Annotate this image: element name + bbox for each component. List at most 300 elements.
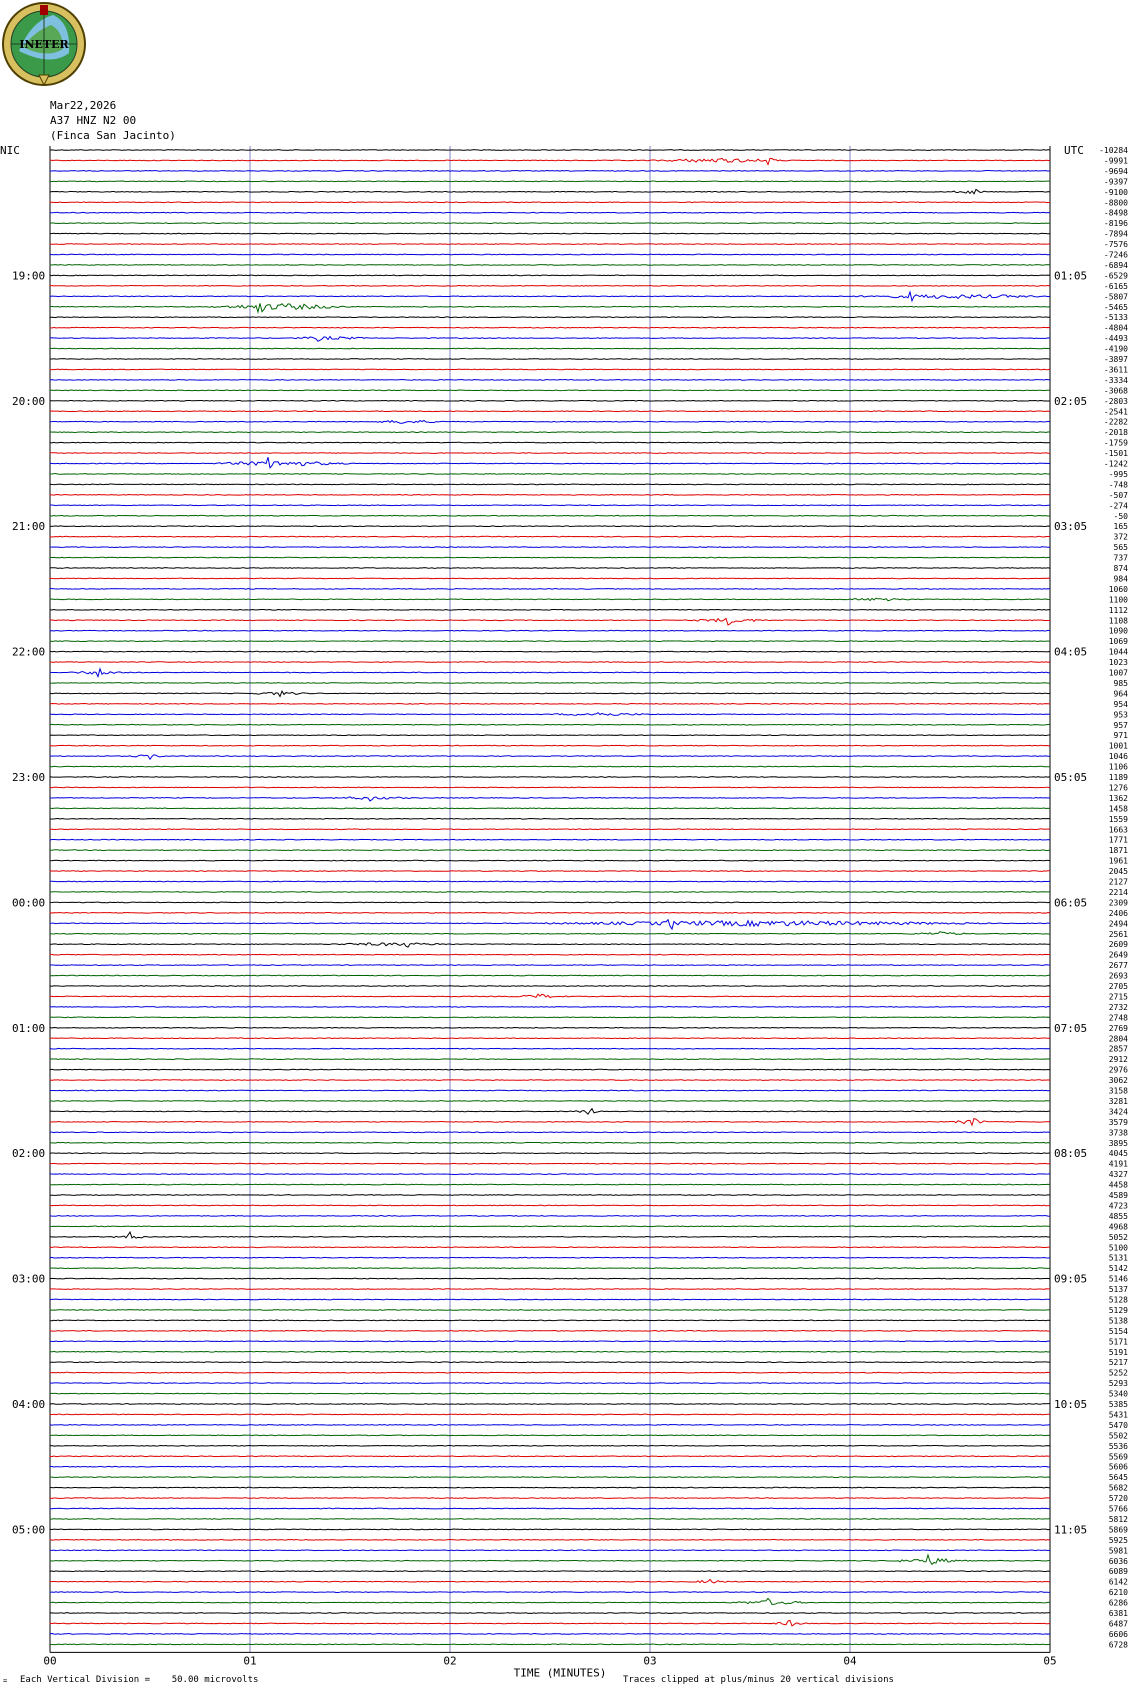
trace-line-54 <box>50 713 1050 716</box>
plot-date: Mar22,2026 <box>50 99 117 112</box>
trace-line-134 <box>50 1550 1050 1551</box>
line-offset-label: -9397 <box>1103 177 1128 187</box>
trace-line-83 <box>50 1017 1050 1018</box>
trace-line-49 <box>50 662 1050 663</box>
line-offset-label: 1458 <box>1108 804 1128 814</box>
line-offset-label: 5925 <box>1108 1535 1128 1545</box>
line-offset-label: 2609 <box>1108 940 1128 950</box>
trace-line-7 <box>50 223 1050 224</box>
right-hour-label: 02:05 <box>1054 394 1088 408</box>
left-hour-label: 01:00 <box>12 1021 46 1035</box>
line-offset-label: 4855 <box>1108 1211 1128 1221</box>
trace-line-18 <box>50 337 1050 342</box>
trace-line-120 <box>50 1404 1050 1405</box>
line-offset-label: -50 <box>1113 511 1128 521</box>
trace-line-100 <box>50 1195 1050 1196</box>
line-offset-label: -4493 <box>1103 334 1128 344</box>
line-offset-label: -507 <box>1108 490 1128 500</box>
trace-line-82 <box>50 1007 1050 1008</box>
line-offset-label: -1242 <box>1103 459 1128 469</box>
left-hour-label: 19:00 <box>12 269 46 283</box>
trace-line-72 <box>50 902 1050 903</box>
trace-line-64 <box>50 818 1050 819</box>
line-offset-label: -8196 <box>1103 219 1128 229</box>
trace-line-22 <box>50 380 1050 381</box>
line-offset-label: -7246 <box>1103 250 1128 260</box>
trace-line-35 <box>50 515 1050 516</box>
trace-line-114 <box>50 1341 1050 1342</box>
trace-line-68 <box>50 860 1050 861</box>
line-offset-label: 3424 <box>1108 1107 1128 1117</box>
trace-line-78 <box>50 965 1050 966</box>
line-offset-label: 2649 <box>1108 950 1128 960</box>
line-offset-label: 2769 <box>1108 1023 1128 1033</box>
right-hour-label: 11:05 <box>1054 1523 1088 1537</box>
trace-line-56 <box>50 735 1050 736</box>
line-offset-label: 2561 <box>1108 929 1128 939</box>
line-offset-label: -10284 <box>1099 146 1128 155</box>
trace-line-126 <box>50 1466 1050 1467</box>
line-offset-label: -3897 <box>1103 355 1128 364</box>
line-offset-label: 2127 <box>1108 877 1128 887</box>
line-offset-label: 4589 <box>1108 1191 1128 1200</box>
trace-line-52 <box>50 691 1050 696</box>
trace-line-53 <box>50 704 1050 705</box>
trace-line-10 <box>50 254 1050 255</box>
trace-line-27 <box>50 432 1050 433</box>
trace-line-66 <box>50 839 1050 840</box>
line-offset-label: 1871 <box>1108 846 1128 856</box>
line-offset-label: 5100 <box>1108 1243 1128 1253</box>
line-offset-label: -274 <box>1108 501 1128 511</box>
line-offset-label: 5645 <box>1108 1473 1128 1483</box>
x-tick-label: 03 <box>643 1654 657 1668</box>
left-hour-label: 22:00 <box>12 645 46 659</box>
line-offset-label: 1961 <box>1108 856 1128 866</box>
trace-line-143 <box>50 1644 1050 1645</box>
trace-line-139 <box>50 1598 1050 1604</box>
line-offset-label: 5385 <box>1108 1400 1128 1409</box>
trace-line-109 <box>50 1289 1050 1290</box>
trace-line-137 <box>50 1579 1050 1583</box>
trace-line-11 <box>50 265 1050 266</box>
trace-line-113 <box>50 1331 1050 1332</box>
trace-line-142 <box>50 1634 1050 1635</box>
trace-line-110 <box>50 1299 1050 1300</box>
line-offset-label: 5502 <box>1108 1431 1128 1441</box>
line-offset-label: 6286 <box>1108 1598 1128 1608</box>
left-timezone-label: NIC <box>0 144 20 157</box>
line-offset-label: 5052 <box>1108 1232 1128 1242</box>
trace-line-89 <box>50 1080 1050 1081</box>
trace-line-46 <box>50 630 1050 631</box>
trace-line-28 <box>50 442 1050 443</box>
trace-line-101 <box>50 1205 1050 1206</box>
line-offset-label: 3158 <box>1108 1086 1128 1096</box>
trace-line-23 <box>50 390 1050 391</box>
line-offset-label: 2494 <box>1108 919 1128 929</box>
trace-line-106 <box>50 1257 1050 1258</box>
line-offset-label: 5981 <box>1108 1546 1128 1556</box>
line-offset-label: 6487 <box>1108 1619 1128 1629</box>
line-offset-label: 5252 <box>1108 1368 1128 1378</box>
line-offset-label: 1362 <box>1108 793 1128 803</box>
trace-line-60 <box>50 777 1050 778</box>
trace-line-124 <box>50 1445 1050 1446</box>
line-offset-label: -9991 <box>1103 156 1128 166</box>
line-offset-label: -9694 <box>1103 166 1128 176</box>
trace-line-80 <box>50 986 1050 987</box>
line-offset-label: 1106 <box>1108 762 1128 772</box>
trace-line-125 <box>50 1456 1050 1457</box>
line-offset-label: 964 <box>1113 689 1128 699</box>
trace-line-85 <box>50 1038 1050 1039</box>
trace-line-2 <box>50 171 1050 172</box>
line-offset-label: 2715 <box>1108 992 1128 1002</box>
trace-line-26 <box>50 420 1050 423</box>
trace-line-81 <box>50 994 1050 997</box>
trace-line-59 <box>50 766 1050 767</box>
line-offset-label: 5137 <box>1108 1285 1128 1295</box>
trace-line-63 <box>50 808 1050 809</box>
trace-line-45 <box>50 618 1050 624</box>
ineter-logo-icon <box>1 1 87 87</box>
line-offset-label: 1559 <box>1108 814 1128 824</box>
trace-line-84 <box>50 1027 1050 1028</box>
trace-line-20 <box>50 359 1050 360</box>
line-offset-label: 2705 <box>1108 982 1128 991</box>
left-hour-label: 23:00 <box>12 771 46 784</box>
clip-note: Traces clipped at plus/minus 20 vertical divisions <box>623 1675 894 1685</box>
right-hour-label: 10:05 <box>1054 1398 1088 1411</box>
line-offset-label: -5133 <box>1103 313 1128 323</box>
line-offset-label: 3281 <box>1108 1096 1128 1106</box>
line-offset-label: 1090 <box>1108 626 1128 636</box>
line-offset-label: 4045 <box>1108 1149 1128 1159</box>
line-offset-label: 4191 <box>1108 1159 1128 1169</box>
line-offset-label: 2309 <box>1108 898 1128 908</box>
line-offset-label: 971 <box>1113 731 1128 741</box>
line-offset-label: 5293 <box>1108 1379 1128 1389</box>
station-site: (Finca San Jacinto) <box>50 129 176 142</box>
trace-line-117 <box>50 1372 1050 1373</box>
line-offset-label: 5171 <box>1108 1337 1128 1347</box>
trace-line-116 <box>50 1362 1050 1363</box>
line-offset-label: 5766 <box>1108 1504 1128 1514</box>
trace-line-37 <box>50 536 1050 537</box>
line-offset-label: 1046 <box>1108 752 1128 762</box>
line-offset-label: -2018 <box>1103 428 1128 438</box>
line-offset-label: 5569 <box>1108 1452 1128 1462</box>
trace-line-92 <box>50 1109 1050 1114</box>
line-offset-label: 5869 <box>1108 1525 1128 1535</box>
line-offset-label: -3068 <box>1103 386 1128 396</box>
trace-line-104 <box>50 1232 1050 1238</box>
line-offset-label: 953 <box>1113 710 1128 720</box>
line-offset-label: -3611 <box>1103 365 1128 375</box>
line-offset-label: 165 <box>1113 522 1128 532</box>
left-hour-label: 21:00 <box>12 520 46 534</box>
line-offset-label: 4327 <box>1108 1170 1128 1180</box>
line-offset-label: 372 <box>1113 532 1128 542</box>
line-offset-label: 2857 <box>1108 1044 1128 1054</box>
trace-line-73 <box>50 913 1050 914</box>
trace-line-103 <box>50 1226 1050 1227</box>
trace-line-130 <box>50 1508 1050 1509</box>
line-offset-label: 5138 <box>1108 1316 1128 1326</box>
trace-line-57 <box>50 745 1050 746</box>
trace-line-77 <box>50 954 1050 955</box>
x-tick-label: 00 <box>43 1654 57 1668</box>
trace-line-128 <box>50 1487 1050 1488</box>
trace-line-136 <box>50 1571 1050 1572</box>
trace-line-91 <box>50 1101 1050 1102</box>
trace-line-93 <box>50 1119 1050 1126</box>
trace-line-127 <box>50 1477 1050 1478</box>
right-hour-label: 09:05 <box>1054 1272 1088 1286</box>
line-offset-label: -2282 <box>1103 417 1128 427</box>
line-offset-label: 957 <box>1113 720 1128 730</box>
line-offset-label: 6606 <box>1108 1629 1128 1639</box>
line-offset-label: 5536 <box>1108 1441 1128 1451</box>
trace-line-133 <box>50 1540 1050 1541</box>
line-offset-label: 1771 <box>1108 835 1128 845</box>
trace-line-86 <box>50 1048 1050 1049</box>
line-offset-label: -2803 <box>1103 396 1128 406</box>
line-offset-label: -9100 <box>1103 187 1128 197</box>
trace-line-41 <box>50 578 1050 579</box>
line-offset-label: 1044 <box>1108 647 1128 657</box>
line-offset-label: 6089 <box>1108 1567 1128 1577</box>
line-offset-label: -5807 <box>1103 292 1128 302</box>
left-hour-label: 04:00 <box>12 1398 46 1411</box>
line-offset-label: 5431 <box>1108 1410 1128 1420</box>
line-offset-label: 984 <box>1113 574 1128 584</box>
line-offset-label: 5191 <box>1108 1347 1128 1357</box>
trace-line-29 <box>50 453 1050 454</box>
line-offset-label: 1108 <box>1108 616 1128 626</box>
line-offset-label: 1023 <box>1108 658 1128 668</box>
line-offset-label: 1069 <box>1108 637 1128 647</box>
trace-line-12 <box>50 275 1050 276</box>
trace-line-40 <box>50 568 1050 569</box>
trace-line-33 <box>50 495 1050 496</box>
trace-line-21 <box>50 369 1050 370</box>
line-offset-label: 2677 <box>1108 961 1128 971</box>
trace-line-70 <box>50 881 1050 882</box>
line-offset-label: 6210 <box>1108 1588 1128 1598</box>
line-offset-label: 6142 <box>1108 1577 1128 1587</box>
trace-line-5 <box>50 202 1050 203</box>
line-offset-label: -4190 <box>1103 344 1128 354</box>
trace-line-9 <box>50 244 1050 245</box>
trace-line-42 <box>50 589 1050 590</box>
line-offset-label: -6165 <box>1103 281 1128 291</box>
trace-line-15 <box>50 303 1050 312</box>
trace-line-87 <box>50 1059 1050 1060</box>
trace-line-55 <box>50 724 1050 725</box>
line-offset-label: 1060 <box>1108 584 1128 594</box>
trace-line-19 <box>50 348 1050 349</box>
trace-line-38 <box>50 547 1050 548</box>
trace-line-102 <box>50 1216 1050 1217</box>
trace-line-36 <box>50 526 1050 527</box>
trace-line-14 <box>50 292 1050 301</box>
line-offset-label: -5465 <box>1103 302 1128 312</box>
trace-line-96 <box>50 1153 1050 1154</box>
trace-line-112 <box>50 1320 1050 1321</box>
line-offset-label: 5154 <box>1108 1326 1128 1336</box>
trace-line-50 <box>50 669 1050 677</box>
line-offset-label: 5682 <box>1108 1483 1128 1493</box>
trace-line-47 <box>50 641 1050 642</box>
trace-line-31 <box>50 474 1050 475</box>
trace-line-43 <box>50 598 1050 600</box>
trace-line-67 <box>50 850 1050 851</box>
trace-line-24 <box>50 400 1050 401</box>
trace-line-119 <box>50 1393 1050 1394</box>
line-offset-label: 2214 <box>1108 887 1128 897</box>
line-offset-label: -4804 <box>1103 323 1128 333</box>
trace-line-44 <box>50 609 1050 610</box>
trace-line-74 <box>50 920 1050 929</box>
trace-line-97 <box>50 1163 1050 1164</box>
line-offset-label: -6529 <box>1103 271 1128 281</box>
trace-line-13 <box>50 286 1050 287</box>
trace-line-32 <box>50 484 1050 485</box>
line-offset-label: -2541 <box>1103 407 1128 417</box>
trace-line-48 <box>50 651 1050 652</box>
trace-line-69 <box>50 871 1050 872</box>
line-offset-label: 4458 <box>1108 1180 1128 1190</box>
line-offset-label: 565 <box>1113 543 1128 553</box>
line-offset-label: 874 <box>1113 564 1128 573</box>
trace-line-34 <box>50 505 1050 506</box>
trace-line-94 <box>50 1132 1050 1133</box>
line-offset-label: 6728 <box>1108 1640 1128 1650</box>
line-offset-label: 2912 <box>1108 1055 1128 1065</box>
trace-line-107 <box>50 1268 1050 1269</box>
trace-line-3 <box>50 181 1050 182</box>
left-hour-label: 03:00 <box>12 1272 46 1286</box>
x-tick-label: 02 <box>443 1654 457 1668</box>
line-offset-label: 5720 <box>1108 1494 1128 1504</box>
line-offset-label: 5129 <box>1108 1305 1128 1315</box>
line-offset-label: 2976 <box>1108 1065 1128 1075</box>
line-offset-label: 3062 <box>1108 1076 1128 1086</box>
trace-line-16 <box>50 317 1050 318</box>
right-hour-label: 01:05 <box>1054 269 1088 283</box>
line-offset-label: 2732 <box>1108 1002 1128 1012</box>
line-offset-label: 954 <box>1113 699 1128 709</box>
x-tick-label: 05 <box>1043 1654 1057 1668</box>
left-hour-label: 00:00 <box>12 896 46 910</box>
trace-line-99 <box>50 1184 1050 1185</box>
left-hour-label: 20:00 <box>12 394 46 408</box>
line-offset-label: 5142 <box>1108 1264 1128 1274</box>
trace-line-6 <box>50 212 1050 213</box>
logo-text: INETER <box>19 38 69 51</box>
trace-line-140 <box>50 1613 1050 1614</box>
right-hour-label: 08:05 <box>1054 1147 1088 1161</box>
line-offset-label: 2406 <box>1108 908 1128 918</box>
line-offset-label: 1007 <box>1108 668 1128 678</box>
trace-line-131 <box>50 1519 1050 1520</box>
trace-line-135 <box>50 1555 1050 1564</box>
line-offset-label: -8498 <box>1103 208 1128 218</box>
trace-line-39 <box>50 557 1050 558</box>
trace-line-141 <box>50 1620 1050 1625</box>
line-offset-label: 2045 <box>1108 867 1128 877</box>
line-offset-label: 3738 <box>1108 1128 1128 1138</box>
trace-line-58 <box>50 755 1050 759</box>
line-offset-label: 6381 <box>1108 1609 1128 1618</box>
trace-line-4 <box>50 189 1050 193</box>
line-offset-label: 5470 <box>1108 1420 1128 1430</box>
trace-line-75 <box>50 932 1050 935</box>
line-offset-label: -1759 <box>1103 438 1128 448</box>
right-hour-label: 03:05 <box>1054 520 1088 534</box>
line-offset-label: -1501 <box>1103 449 1128 459</box>
line-offset-label: 4968 <box>1108 1222 1128 1232</box>
trace-line-90 <box>50 1090 1050 1091</box>
right-hour-label: 07:05 <box>1054 1021 1088 1035</box>
trace-line-129 <box>50 1498 1050 1499</box>
line-offset-label: 737 <box>1113 553 1128 563</box>
trace-line-105 <box>50 1247 1050 1248</box>
line-offset-label: 1276 <box>1108 783 1128 793</box>
line-offset-label: 1001 <box>1108 741 1128 751</box>
trace-line-65 <box>50 829 1050 830</box>
line-offset-label: 5340 <box>1108 1389 1128 1399</box>
line-offset-label: -7894 <box>1103 229 1128 239</box>
trace-line-118 <box>50 1383 1050 1384</box>
left-hour-label: 05:00 <box>12 1523 46 1537</box>
line-offset-label: 5606 <box>1108 1462 1128 1472</box>
trace-line-17 <box>50 327 1050 328</box>
line-offset-label: 2804 <box>1108 1034 1128 1044</box>
station-code: A37 HNZ N2 00 <box>50 114 137 127</box>
line-offset-label: -6894 <box>1103 260 1128 270</box>
line-offset-label: 985 <box>1113 678 1128 688</box>
line-offset-label: -748 <box>1108 480 1128 490</box>
line-offset-label: 5131 <box>1108 1253 1128 1263</box>
trace-line-30 <box>50 457 1050 468</box>
line-offset-label: -995 <box>1108 469 1128 479</box>
line-offset-label: -3334 <box>1103 375 1128 385</box>
trace-line-25 <box>50 411 1050 412</box>
line-offset-label: 2693 <box>1108 971 1128 981</box>
line-offset-label: 5217 <box>1108 1358 1128 1368</box>
line-offset-label: -7576 <box>1103 240 1128 250</box>
right-timezone-label: UTC <box>1064 144 1084 157</box>
line-offset-label: 1663 <box>1108 825 1128 835</box>
trace-line-111 <box>50 1310 1050 1311</box>
x-tick-label: 04 <box>843 1654 857 1668</box>
line-offset-label: 4723 <box>1108 1201 1128 1211</box>
line-offset-label: -8800 <box>1103 198 1128 208</box>
line-offset-label: 5812 <box>1108 1514 1128 1524</box>
trace-line-51 <box>50 683 1050 684</box>
trace-line-138 <box>50 1592 1050 1593</box>
trace-line-71 <box>50 892 1050 893</box>
right-hour-label: 05:05 <box>1054 771 1088 784</box>
line-offset-label: 3895 <box>1108 1138 1128 1148</box>
trace-line-76 <box>50 943 1050 947</box>
trace-line-8 <box>50 233 1050 234</box>
trace-line-95 <box>50 1142 1050 1143</box>
x-tick-label: 01 <box>243 1654 257 1668</box>
